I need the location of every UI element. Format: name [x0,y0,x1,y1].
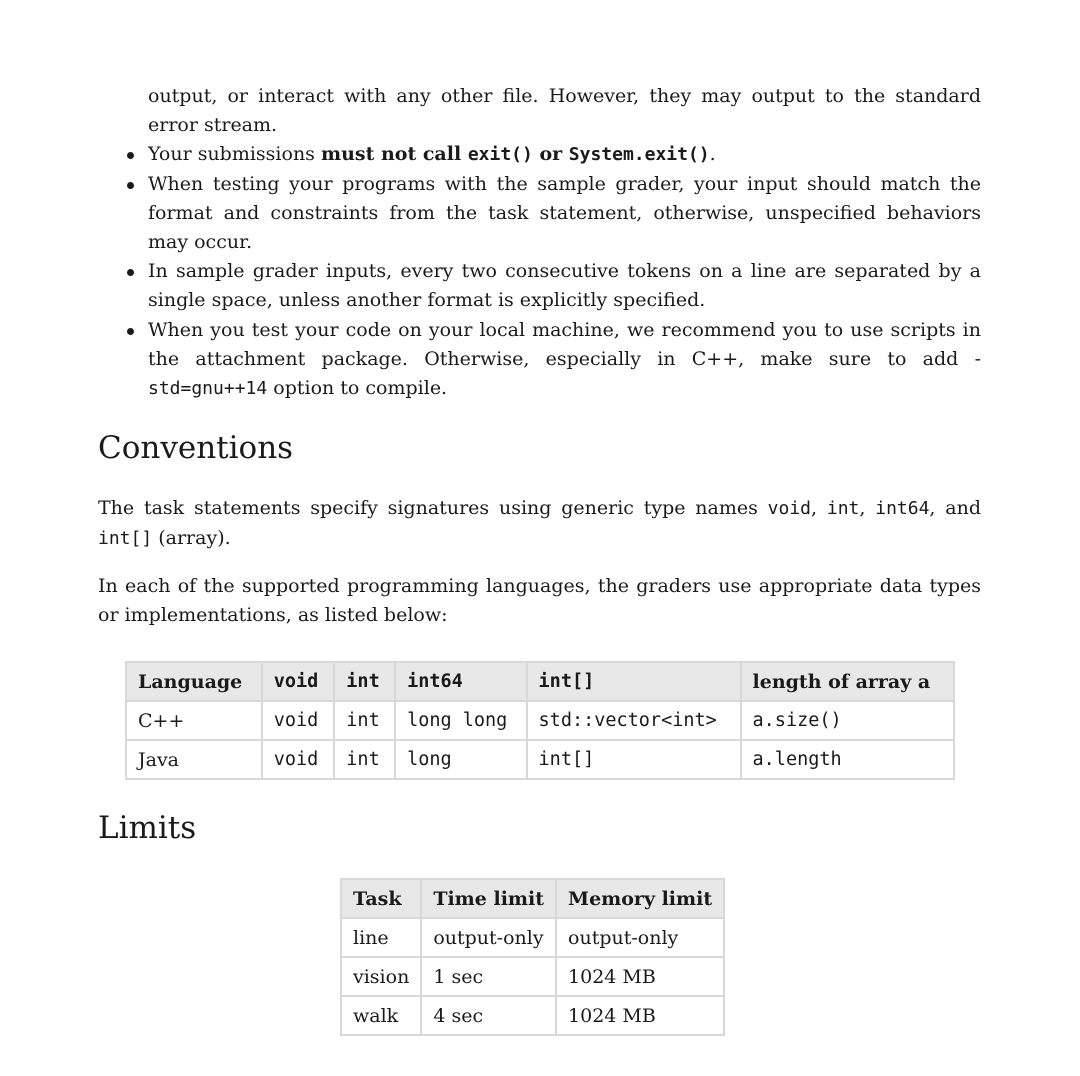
table-cell: line [341,918,421,957]
column-header-language: Language [126,662,262,701]
section-heading-limits: Limits [98,810,197,847]
list-item-text: Your submissions [148,143,321,166]
table-cell: 1024 MB [556,957,724,996]
list-item [98,170,981,258]
bullet-icon [127,328,134,335]
paragraph-text: , and [929,497,981,520]
table-row [126,701,954,740]
table-cell: C++ [126,701,262,740]
table-cell: output-only [556,918,724,957]
notes-list [98,82,981,403]
types-table [125,661,955,780]
table-cell: long long [395,701,526,740]
table-cell: a.size() [741,701,954,740]
conventions-paragraph-languages: In each of the supported programming languages, the graders use appropriate data types or implementations, as listed below: [98,574,981,627]
table-cell: std::vector<int> [527,701,741,740]
table-cell: Java [126,740,262,779]
paragraph-text: , [859,497,876,520]
column-header-time-limit: Time limit [421,879,556,918]
table-cell: output-only [421,918,556,957]
paragraph-text: (array). [152,526,231,549]
list-item-text: In sample grader inputs, every two consecutive tokens on a line are separated by a single space, unless another format is explicitly specified. [148,260,981,312]
inline-code: void [767,498,812,520]
table-cell: 1 sec [421,957,556,996]
paragraph-text: The task statements specify signatures using generic type names [98,497,768,520]
table-cell: walk [341,996,421,1035]
table-header-row [341,879,724,918]
table-header-row [126,662,954,701]
column-header-array: int[] [527,662,741,701]
column-header-length: length of array a [741,662,954,701]
table-row [126,740,954,779]
inline-code: int[] [98,527,153,549]
inline-code: std=gnu++14 [148,378,268,400]
emphasis-text: must not call [320,143,468,166]
bullet-icon [127,182,134,189]
table-row [341,996,724,1035]
inline-code: int [826,498,860,520]
list-item [98,140,981,169]
table-cell: int [334,740,395,779]
table-cell: void [262,701,335,740]
column-header-void: void [262,662,335,701]
table-row [341,957,724,996]
limits-table [340,878,725,1036]
table-cell: void [262,740,335,779]
bullet-icon [127,152,134,159]
column-header-int: int [334,662,395,701]
list-item [98,82,981,140]
list-item-text: When you test your code on your local machine, we recommend you to use scripts in the attachment package. Otherwise, especially in C++, make sure to add - [148,318,981,370]
table-cell: 4 sec [421,996,556,1035]
list-item [98,257,981,315]
table-cell: int [334,701,395,740]
list-item [98,316,981,404]
inline-code: exit() [467,144,533,166]
conventions-paragraph-types [98,494,981,552]
column-header-task: Task [341,879,421,918]
table-cell: vision [341,957,421,996]
table-cell: long [395,740,526,779]
list-item-text: output, or interact with any other file. However, they may output to the standard error stream. [148,85,981,137]
emphasis-text: or [532,143,569,166]
table-row [341,918,724,957]
column-header-int64: int64 [395,662,526,701]
section-heading-conventions: Conventions [98,430,294,467]
document-page [98,82,981,1036]
bullet-icon [127,269,134,276]
list-item-text: option to compile. [267,377,448,400]
list-item-text: When testing your programs with the sample grader, your input should match the format and constraints from the task statement, otherwise, unspecified behaviors may occur. [148,172,981,254]
table-cell: 1024 MB [556,996,724,1035]
paragraph-text: , [811,497,827,520]
table-cell: a.length [741,740,954,779]
table-cell: int[] [527,740,741,779]
inline-code: System.exit() [568,144,710,166]
inline-code: int64 [875,498,930,520]
column-header-memory-limit: Memory limit [556,879,724,918]
list-item-text: . [709,143,716,166]
